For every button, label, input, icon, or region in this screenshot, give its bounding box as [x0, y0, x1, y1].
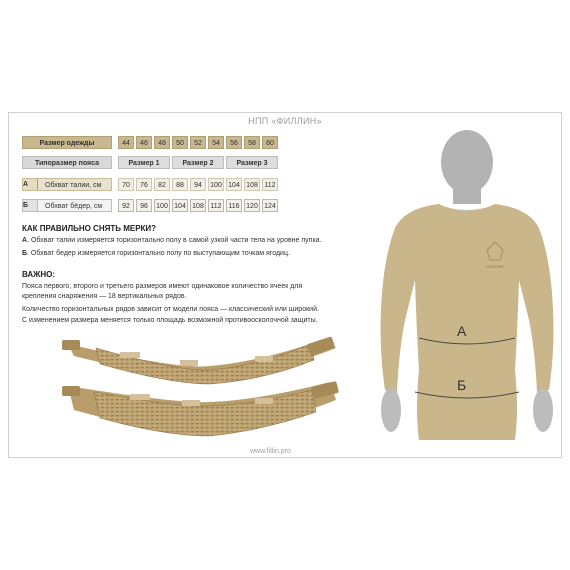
row-label-belt-size: Типоразмер пояса	[22, 156, 112, 169]
waist-mark: А	[23, 179, 38, 190]
waist-cell: 94	[190, 178, 206, 191]
belt-size-1: Размер 1	[118, 156, 170, 169]
howto-b	[22, 249, 290, 259]
important-line-1: Пояса первого, второго и третьего размеров имеют одинаковое количество ячеек для	[22, 283, 303, 290]
clothing-size-cell: 58	[244, 136, 260, 149]
hips-cell: 92	[118, 199, 134, 212]
row-label-waist	[22, 178, 112, 191]
hips-cell: 112	[208, 199, 224, 212]
waist-cell: 112	[262, 178, 278, 191]
hips-cell: 116	[226, 199, 242, 212]
clothing-size-cell: 44	[118, 136, 134, 149]
chest-logo-text: ФИЛЛИН	[486, 264, 504, 269]
waist-cell: 108	[244, 178, 260, 191]
waist-cell: 88	[172, 178, 188, 191]
clothing-size-cell: 56	[226, 136, 242, 149]
hips-mark: Б	[23, 200, 38, 211]
head-shape	[437, 130, 497, 217]
belt-size-3: Размер 3	[226, 156, 278, 169]
left-hand-shape	[381, 388, 401, 432]
belt-classic-image	[62, 336, 336, 384]
belt-illustration	[60, 330, 360, 442]
hips-cell: 96	[136, 199, 152, 212]
torso-shape	[381, 204, 554, 440]
hips-label: Обхват бёдер, см	[45, 203, 103, 210]
hips-cell: 120	[244, 199, 260, 212]
waist-cell: 82	[154, 178, 170, 191]
important-title: ВАЖНО:	[22, 270, 56, 279]
brand-title: НПП «ФИЛЛИН»	[248, 116, 322, 126]
website-url: www.fillin.pro	[250, 448, 291, 455]
label-b: Б	[457, 377, 467, 393]
waist-cell: 70	[118, 178, 134, 191]
waist-cell: 76	[136, 178, 152, 191]
waist-cell: 100	[208, 178, 224, 191]
label-a: А	[457, 323, 467, 339]
clothing-size-cell: 46	[136, 136, 152, 149]
waist-label: Обхват талии, см	[45, 182, 102, 189]
howto-b-mark: Б	[22, 250, 28, 257]
right-hand-shape	[533, 388, 553, 432]
howto-a-mark: А	[22, 237, 28, 244]
hips-cell: 124	[262, 199, 278, 212]
hips-cell: 104	[172, 199, 188, 212]
hips-cell: 108	[190, 199, 206, 212]
body-figure	[375, 120, 560, 455]
clothing-size-cell: 48	[154, 136, 170, 149]
important-line-2: крепления снаряжения — 18 вертикальных рядов.	[22, 293, 187, 300]
howto-a	[22, 236, 322, 246]
belt-wide-image	[62, 381, 339, 436]
clothing-size-cell: 52	[190, 136, 206, 149]
clothing-size-cell: 50	[172, 136, 188, 149]
important-line-4: С изменением размера меняется только площадь возможной противоосколочной защиты.	[22, 317, 318, 324]
clothing-size-cell: 54	[208, 136, 224, 149]
howto-b-text: . Обхват бедер измеряется горизонтально полу по выступающим точкам ягодиц.	[27, 250, 290, 257]
row-label-clothing-size: Размер одежды	[22, 136, 112, 149]
important-line-3: Количество горизонтальных рядов зависит от модели пояса — классический или широкий.	[22, 306, 319, 313]
hips-cell: 100	[154, 199, 170, 212]
row-label-hips	[22, 199, 112, 212]
howto-a-text: . Обхват талии измеряется горизонтально полу в самой узкой части тела на уровне пупка.	[27, 237, 322, 244]
clothing-size-cell: 60	[262, 136, 278, 149]
waist-cell: 104	[226, 178, 242, 191]
howto-title: КАК ПРАВИЛЬНО СНЯТЬ МЕРКИ?	[22, 224, 157, 233]
belt-size-2: Размер 2	[172, 156, 224, 169]
